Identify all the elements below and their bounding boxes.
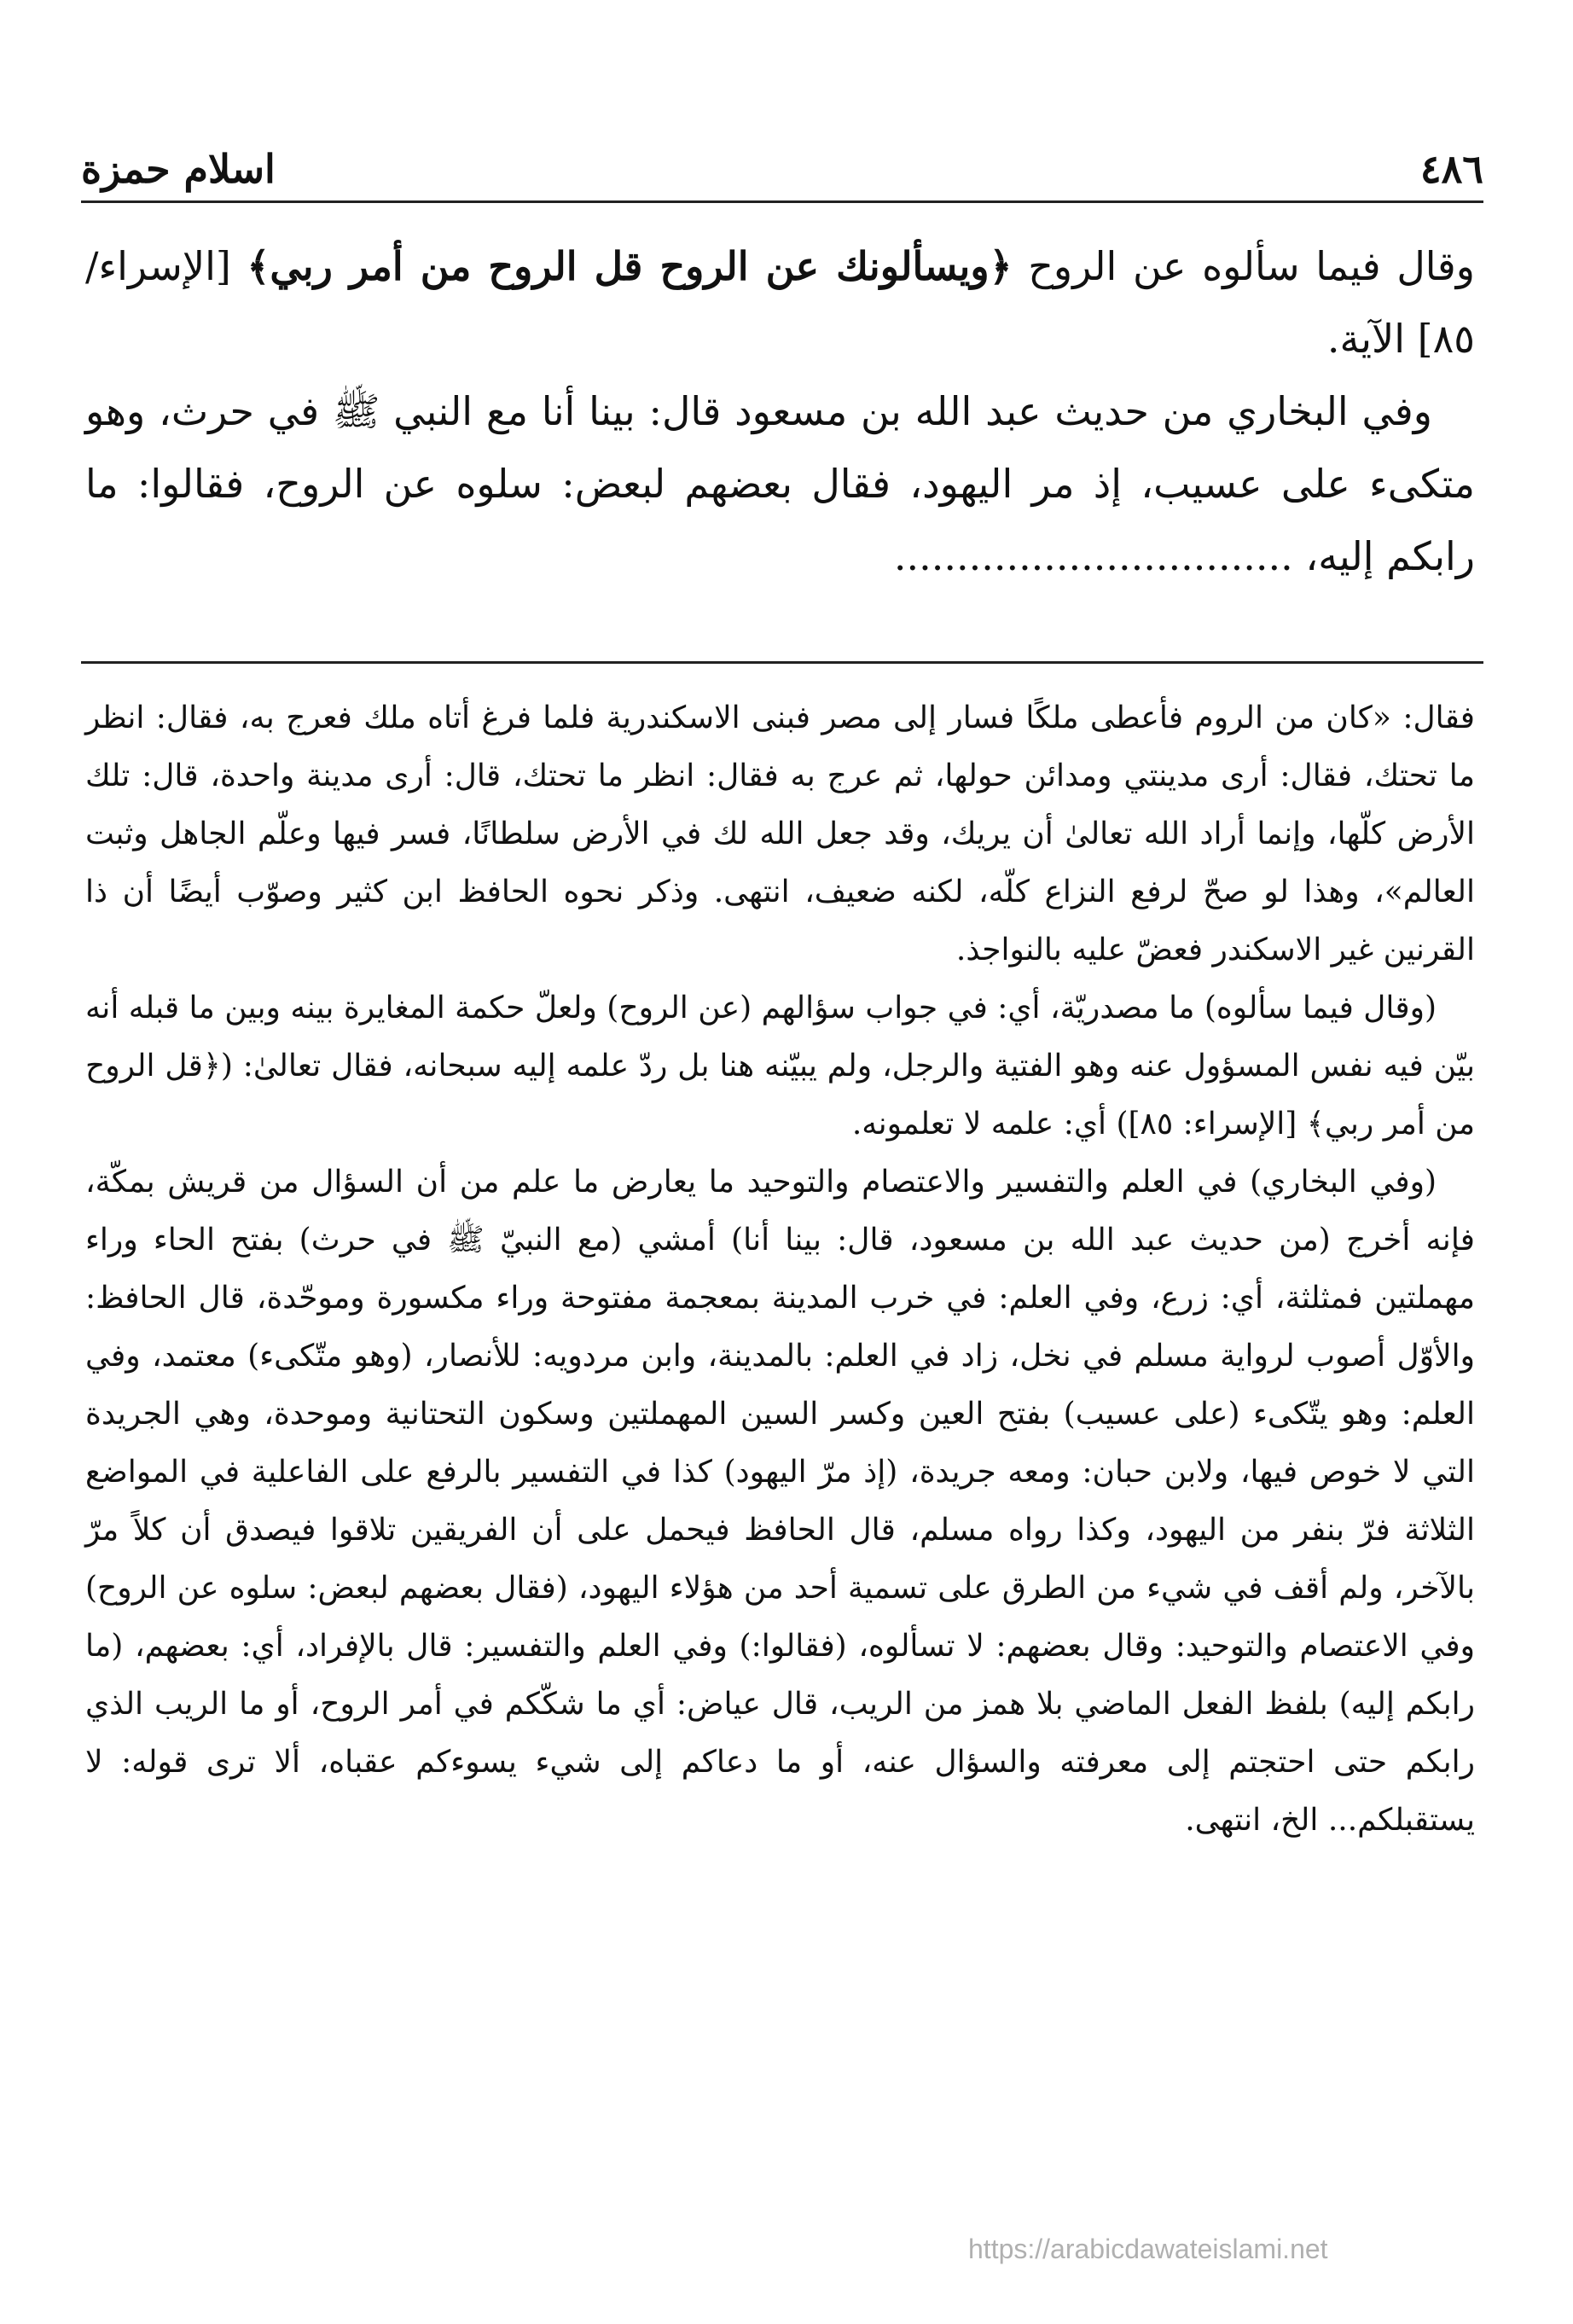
page-header <box>81 128 1483 192</box>
book-title: اسلام حمزة <box>81 146 276 192</box>
commentary <box>85 689 1475 1850</box>
main-text <box>85 230 1475 593</box>
quran-verse: ﴿ويسألونك عن الروح قل الروح من أمر ربي﴾ <box>247 243 1013 289</box>
header-divider <box>81 200 1483 203</box>
verse-reference: [الإسراء/٨٥] الآية. <box>85 243 1475 362</box>
watermark: https://arabicdawateislami.net <box>968 2234 1328 2264</box>
commentary-paragraph-3: (وفي البخاري) في العلم والتفسير والاعتصام والتوحيد ما يعارض ما علم من أن السؤال من قريش بمكّة، فإنه أخرج (من حديث عبد الله بن مسعود، قال: بينا أنا) أمشي (مع النبيّ ﷺ في حرث) بفتح الحاء وراء مهملتين فمثلثة، أي: زرع، وفي العلم: في خرب المدينة بمعجمة مفتوحة وراء مكسورة وموحّدة، قال الحافظ: والأوّل أصوب لرواية مسلم في نخل، زاد في العلم: بالمدينة، وابن مردويه: للأنصار، (وهو متّكىء) معتمد، وفي العلم: وهو يتّكىء (على عسيب) بفتح العين وكسر السين المهملتين وسكون التحتانية وموحدة، وهي الجريدة التي لا خوص فيها، ولابن حبان: ومعه جريدة، (إذ مرّ اليهود) كذا في التفسير بالرفع على الفاعلية في المواضع الثلاثة فرّ بنفر من اليهود، وكذا رواه مسلم، قال الحافظ فيحمل على أن الفريقين تلاقوا فيصدق أن كلاً مرّ بالآخر، ولم أقف في شيء من الطرق على تسمية أحد من هؤلاء اليهود، (فقال بعضهم لبعض: سلوه عن الروح) وفي الاعتصام والتوحيد: وقال بعضهم: لا تسألوه، (فقالوا:) وفي العلم والتفسير: قال بالإفراد، أي: بعضهم، (ما رابكم إليه) بلفظ الفعل الماضي بلا همز من الريب، قال عياض: أي ما شكّكم في أمر الروح، أو ما الريب الذي رابكم حتى احتجتم إلى معرفته والسؤال عنه، أو ما دعاكم إلى شيء يسوءكم عقباه، ألا ترى قوله: لا يستقبلكم... الخ، انتهى. <box>85 1165 1475 1838</box>
matn-intro: وقال فيما سألوه عن الروح <box>1028 243 1475 289</box>
commentary-paragraph-2: (وقال فيما سألوه) ما مصدريّة، أي: في جواب سؤالهم (عن الروح) ولعلّ حكمة المغايرة بينه وبين ما قبله أنه بيّن فيه نفس المسؤول عنه وهو الفتية والرجل، ولم يبيّنه هنا بل ردّ علمه إليه سبحانه، فقال تعالىٰ: (﴿قل الروح من أمر ربي﴾ [الإسراء: ٨٥]) أي: علمه لا تعلمونه. <box>85 991 1475 1142</box>
page-number: ٤٨٦ <box>1419 146 1483 192</box>
commentary-paragraph-1: فقال: «كان من الروم فأعطى ملكًا فسار إلى مصر فبنى الاسكندرية فلما فرغ أتاه ملك فعرج به، فقال: انظر ما تحتك، فقال: أرى مدينتي ومدائن حولها، ثم عرج به فقال: انظر ما تحتك، قال: أرى مدينة واحدة، قال: تلك الأرض كلّها، وإنما أراد الله تعالىٰ أن يريك، وقد جعل الله لك في الأرض سلطانًا، فسر فيها وعلّم الجاهل وثبت العالم»، وهذا لو صحّ لرفع النزاع كلّه، لكنه ضعيف، انتهى. وذكر نحوه الحافظ ابن كثير وصوّب أيضًا أن ذا القرنين غير الاسكندر فعضّ عليه بالنواجذ. <box>85 700 1475 967</box>
matn-divider <box>81 661 1483 664</box>
matn-paragraph-2: وفي البخاري من حديث عبد الله بن مسعود قال: بينا أنا مع النبي ﷺ في حرث، وهو متكىء على عسيب، إذ مر اليهود، فقال بعضهم لبعض: سلوه عن الروح، فقالوا: ما رابكم إليه، ................................ <box>85 388 1475 579</box>
matn-paragraph-1 <box>85 230 1475 375</box>
